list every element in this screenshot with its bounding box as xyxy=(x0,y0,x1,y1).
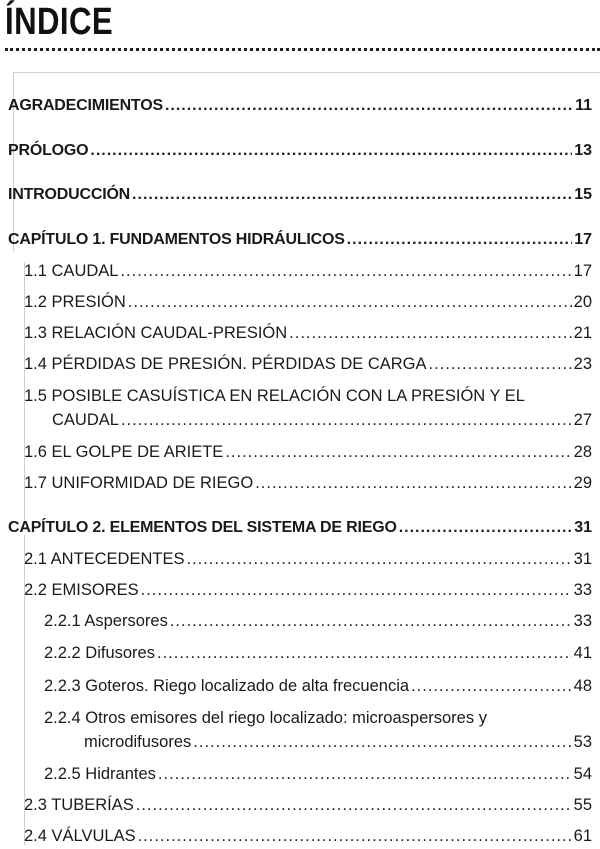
toc-entry-page: 33 xyxy=(573,581,592,599)
toc-entry-2-2-4[interactable] xyxy=(84,732,592,752)
toc-entry-page: 28 xyxy=(573,443,592,461)
toc-entry-label: AGRADECIMIENTOS xyxy=(8,97,163,114)
toc-entry-label: 1.3 RELACIÓN CAUDAL-PRESIÓN xyxy=(24,324,288,342)
toc-entry-label: 2.2.1 Aspersores xyxy=(44,612,168,630)
toc-entry-label: 2.4 VÁLVULAS xyxy=(24,827,136,845)
toc-entry-label: 2.2.5 Hidrantes xyxy=(44,765,156,783)
dot-leader xyxy=(411,676,572,696)
dot-leader xyxy=(429,354,572,374)
dot-leader xyxy=(193,732,571,752)
toc-entry-page: 11 xyxy=(575,97,592,114)
toc-entry-1-2[interactable] xyxy=(24,292,592,312)
frame-line-top xyxy=(13,72,600,73)
toc-entry-label: 1.7 UNIFORMIDAD DE RIEGO xyxy=(24,474,254,492)
toc-entry-page: 31 xyxy=(574,519,592,536)
toc-entry-page: 61 xyxy=(573,827,592,845)
dot-leader xyxy=(90,141,572,161)
toc-entry-label: INTRODUCCIÓN xyxy=(8,186,131,203)
dot-leader xyxy=(186,549,571,569)
toc-entry-1-7[interactable] xyxy=(24,473,592,493)
toc-entry-label: 1.6 EL GOLPE DE ARIETE xyxy=(24,443,224,461)
toc-entry-2-1[interactable] xyxy=(24,549,592,569)
dot-leader xyxy=(121,410,572,430)
toc-entry-page: 55 xyxy=(573,796,592,814)
toc-entry-label: 2.1 ANTECEDENTES xyxy=(24,550,185,568)
toc-entry-2-3[interactable] xyxy=(24,795,592,815)
toc-entry-label: CAPÍTULO 1. FUNDAMENTOS HIDRÁULICOS xyxy=(8,231,345,248)
toc-entry-2-4[interactable] xyxy=(24,826,592,846)
dot-leader xyxy=(289,323,571,343)
toc-entry-page: 54 xyxy=(573,765,592,783)
toc-entry-label: 1.4 PÉRDIDAS DE PRESIÓN. PÉRDIDAS DE CARGA xyxy=(24,355,427,373)
toc-entry-page: 13 xyxy=(574,142,592,159)
toc-entry-page: 29 xyxy=(573,474,592,492)
toc-entry-2-2-5[interactable] xyxy=(44,764,592,784)
toc-entry-2-2-3[interactable] xyxy=(44,676,592,696)
toc-entry-1-3[interactable] xyxy=(24,323,592,343)
toc-entry-1-5[interactable] xyxy=(52,410,592,430)
toc-entry-1-5-line1[interactable]: 1.5 POSIBLE CASUÍSTICA EN RELACIÓN CON LA PRESIÓN Y EL xyxy=(24,387,525,405)
toc-entry-page: 27 xyxy=(573,411,592,429)
toc-entry-page: 15 xyxy=(574,186,592,203)
toc-entry-agradecimientos[interactable] xyxy=(8,96,592,116)
dot-leader xyxy=(120,261,571,281)
toc-entry-page: 41 xyxy=(573,644,592,662)
dot-leader xyxy=(138,826,572,846)
toc-entry-label: CAPÍTULO 2. ELEMENTOS DEL SISTEMA DE RIEGO xyxy=(8,519,397,536)
toc-entry-2-2-1[interactable] xyxy=(44,611,592,631)
toc-entry-page: 17 xyxy=(574,231,592,248)
toc-entry-capitulo-1[interactable] xyxy=(8,230,592,250)
toc-entry-label: 1.2 PRESIÓN xyxy=(24,293,126,311)
toc-entry-2-2-4-line1[interactable]: 2.2.4 Otros emisores del riego localizado: microaspersores y xyxy=(44,709,487,727)
dot-leader xyxy=(132,185,572,205)
toc-entry-2-2[interactable] xyxy=(24,580,592,600)
dot-leader xyxy=(255,473,571,493)
toc-entry-label: 2.2 EMISORES xyxy=(24,581,139,599)
dot-leader xyxy=(128,292,572,312)
dot-leader xyxy=(225,442,571,462)
dot-leader xyxy=(136,795,572,815)
toc-entry-label: microdifusores xyxy=(84,733,192,751)
toc-entry-label: 2.3 TUBERÍAS xyxy=(24,796,134,814)
toc-entry-capitulo-2[interactable] xyxy=(8,518,592,538)
toc-entry-page: 23 xyxy=(573,355,592,373)
toc-entry-introduccion[interactable] xyxy=(8,185,592,205)
toc-entry-1-6[interactable] xyxy=(24,442,592,462)
title-divider xyxy=(5,48,600,51)
toc-entry-page: 31 xyxy=(573,550,592,568)
toc-entry-page: 20 xyxy=(573,293,592,311)
toc-entry-label: 1.1 CAUDAL xyxy=(24,262,119,280)
toc-entry-label: 2.2.2 Difusores xyxy=(44,644,155,662)
index-title: ÍNDICE xyxy=(5,1,114,43)
dot-leader xyxy=(141,580,572,600)
toc-entry-label: CAUDAL xyxy=(52,411,119,429)
dot-leader xyxy=(170,611,572,631)
toc-entry-page: 21 xyxy=(573,324,592,342)
toc-entry-label: 2.2.3 Goteros. Riego localizado de alta frecuencia xyxy=(44,677,410,695)
dot-leader xyxy=(347,230,572,250)
dot-leader xyxy=(158,764,572,784)
toc-entry-label: PRÓLOGO xyxy=(8,142,89,159)
dot-leader xyxy=(399,518,573,538)
toc-entry-1-4[interactable] xyxy=(24,354,592,374)
dot-leader xyxy=(157,643,572,663)
toc-entry-page: 33 xyxy=(573,612,592,630)
toc-entry-1-1[interactable] xyxy=(24,261,592,281)
toc-entry-2-2-2[interactable] xyxy=(44,643,592,663)
dot-leader xyxy=(165,96,573,116)
toc-entry-prologo[interactable] xyxy=(8,141,592,161)
toc-entry-page: 53 xyxy=(573,733,592,751)
toc-entry-page: 17 xyxy=(573,262,592,280)
toc-entry-page: 48 xyxy=(573,677,592,695)
